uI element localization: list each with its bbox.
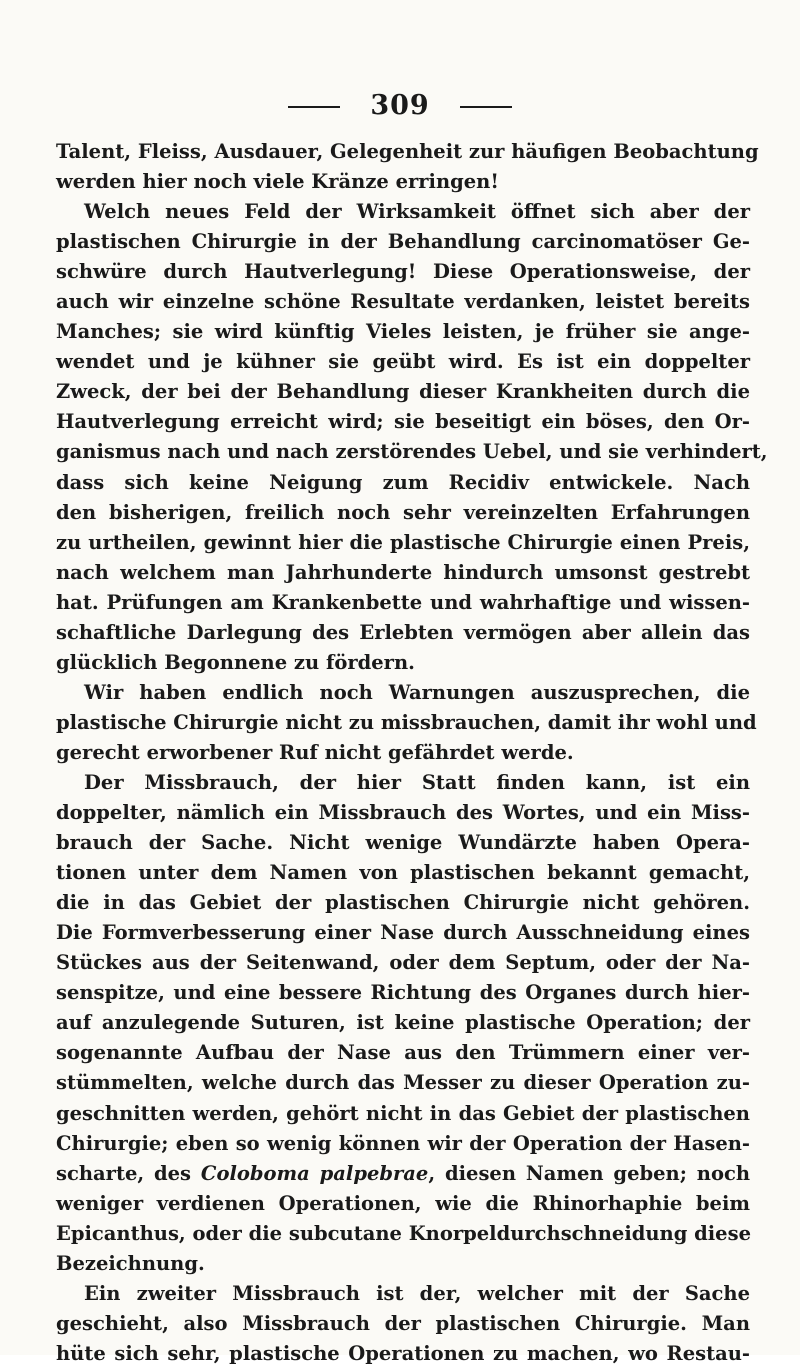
text-line: brauch der Sache. Nicht wenige Wundärzte haben Opera-	[56, 831, 750, 855]
text-line: auch wir einzelne schöne Resultate verdanken, leistet bereits	[56, 290, 750, 314]
text-line: dass sich keine Neigung zum Recidiv entwickele. Nach	[56, 470, 750, 494]
text-line: plastischen Chirurgie in der Behandlung carcinomatöser Ge-	[56, 230, 750, 254]
text-line: die in das Gebiet der plastischen Chirurgie nicht gehören.	[56, 891, 750, 915]
text-line: nach welchem man Jahrhunderte hindurch umsonst gestrebt	[56, 560, 750, 584]
text-line: gerecht erworbener Ruf nicht gefährdet werde.	[56, 740, 574, 764]
text-line: tionen unter dem Namen von plastischen bekannt gemacht,	[56, 861, 750, 885]
italic-term: Coloboma palpebrae	[200, 1161, 429, 1185]
text-line: Welch neues Feld der Wirksamkeit öffnet sich aber der	[84, 200, 750, 224]
text-line: glücklich Begonnene zu fördern.	[56, 650, 415, 674]
text-line: geschieht, also Missbrauch der plastischen Chirurgie. Man	[56, 1311, 750, 1335]
header-rule-left	[288, 106, 340, 108]
header-rule-right	[460, 106, 512, 108]
text-line: den bisherigen, freilich noch sehr vereinzelten Erfahrungen	[56, 500, 750, 524]
text-line: Zweck, der bei der Behandlung dieser Krankheiten durch die	[56, 380, 750, 404]
text-line: schwüre durch Hautverlegung! Diese Operationsweise, der	[56, 260, 750, 284]
text-line: ganismus nach und nach zerstörendes Uebel, und sie verhindert,	[56, 440, 768, 464]
text-line: Talent, Fleiss, Ausdauer, Gelegenheit zur häufigen Beobachtung	[56, 140, 759, 163]
text-line: senspitze, und eine bessere Richtung des Organes durch hier-	[56, 981, 750, 1005]
page-header	[0, 88, 800, 124]
text-line: hat. Prüfungen am Krankenbette und wahrhaftige und wissen-	[56, 590, 750, 614]
text-line: zu urtheilen, gewinnt hier die plastische Chirurgie einen Preis,	[56, 530, 750, 554]
text-line: hüte sich sehr, plastische Operationen zu machen, wo Restau-	[56, 1341, 750, 1365]
text-line: stümmelten, welche durch das Messer zu dieser Operation zu-	[56, 1071, 750, 1095]
text-line: Manches; sie wird künftig Vieles leisten, je früher sie ange-	[56, 320, 750, 344]
text-line: weniger verdienen Operationen, wie die Rhinorhaphie beim	[56, 1191, 750, 1215]
text-line: geschnitten werden, gehört nicht in das Gebiet der plastischen	[56, 1101, 750, 1125]
text-line: Bezeichnung.	[56, 1251, 205, 1275]
text-line: Hautverlegung erreicht wird; sie beseitigt ein böses, den Or-	[56, 410, 750, 434]
text-line: Ein zweiter Missbrauch ist der, welcher mit der Sache	[84, 1281, 750, 1305]
text-line: Stückes aus der Seitenwand, oder dem Septum, oder der Na-	[56, 951, 750, 975]
text-line: Epicanthus, oder die subcutane Knorpeldurchschneidung diese	[56, 1221, 751, 1245]
text-line: doppelter, nämlich ein Missbrauch des Wortes, und ein Miss-	[56, 801, 750, 825]
text-line: auf anzulegende Suturen, ist keine plastische Operation; der	[56, 1011, 750, 1035]
text-line: sogenannte Aufbau der Nase aus den Trümmern einer ver-	[56, 1041, 750, 1065]
text-line: Die Formverbesserung einer Nase durch Ausschneidung eines	[56, 921, 750, 945]
text-line: schaftliche Darlegung des Erlebten vermögen aber allein das	[56, 620, 750, 644]
text-line: plastische Chirurgie nicht zu missbrauchen, damit ihr wohl und	[56, 710, 757, 734]
text-line: scharte, des Coloboma palpebrae, diesen Namen geben; noch	[56, 1161, 751, 1185]
text-line: Wir haben endlich noch Warnungen auszusprechen, die	[84, 680, 750, 704]
text-line: Der Missbrauch, der hier Statt finden kann, ist ein	[84, 770, 750, 794]
text-line: Chirurgie; eben so wenig können wir der Operation der Hasen-	[56, 1131, 750, 1155]
page-number: 309	[370, 90, 430, 121]
text-line: werden hier noch viele Kränze erringen!	[56, 170, 499, 194]
text-line: wendet und je kühner sie geübt wird. Es ist ein doppelter	[56, 350, 750, 374]
body-text	[56, 137, 768, 1369]
